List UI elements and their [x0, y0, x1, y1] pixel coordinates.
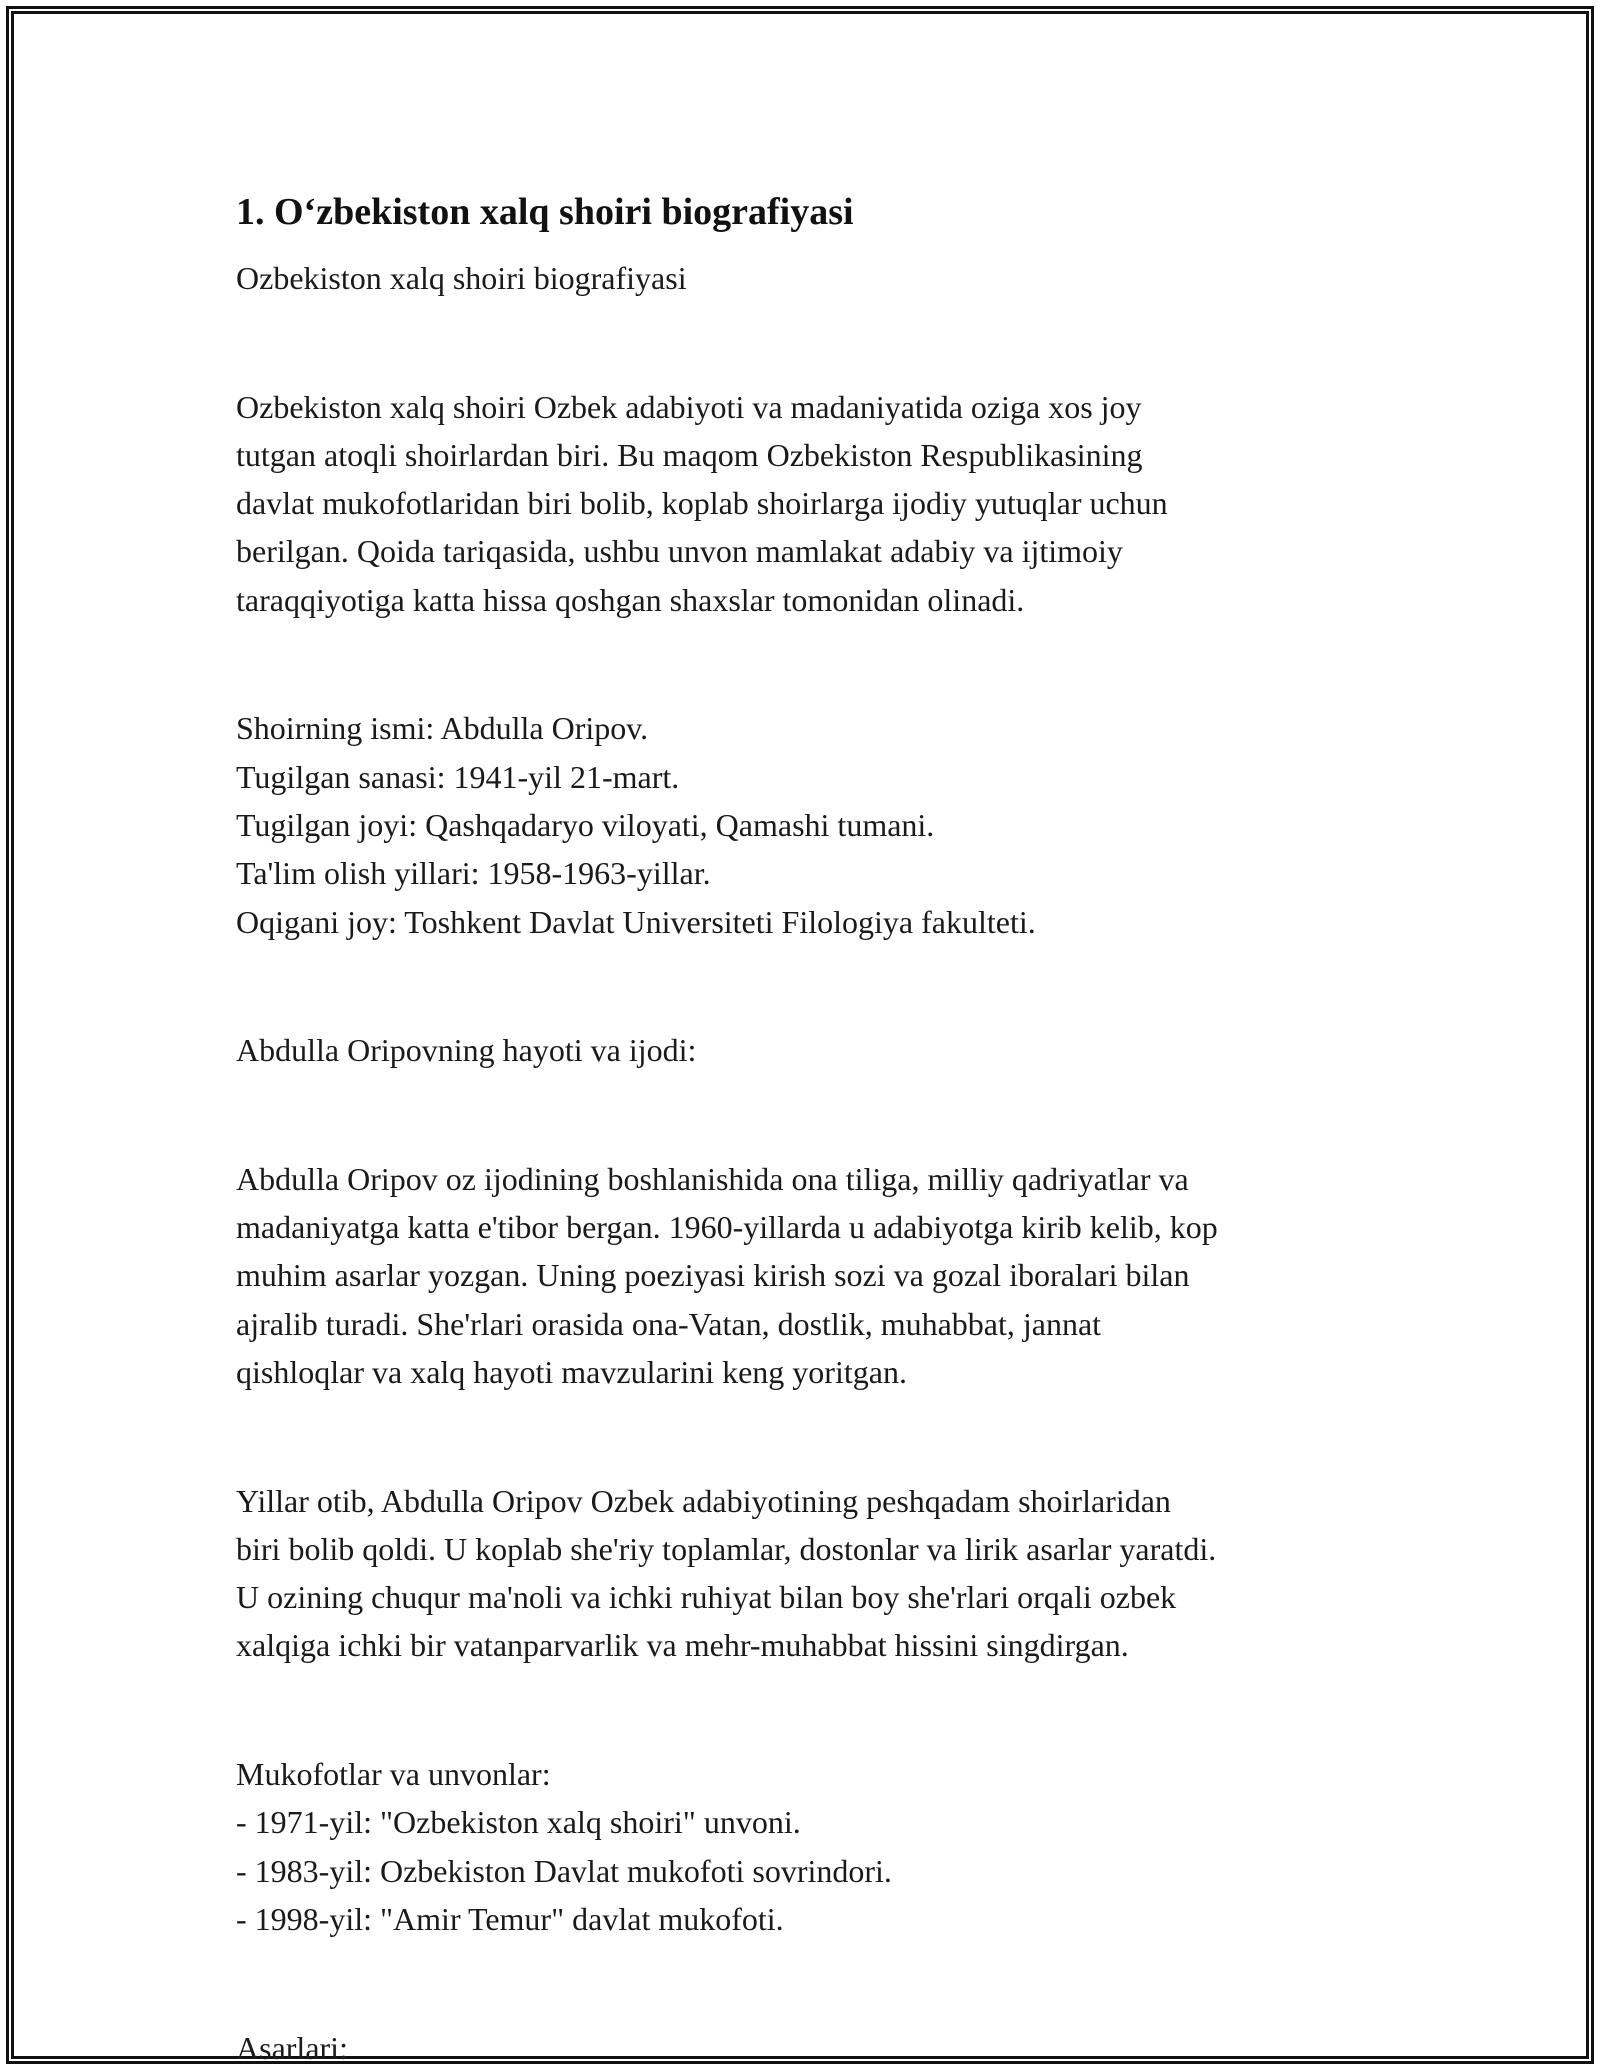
text-line: Yillar otib, Abdulla Oripov Ozbek adabiyotining peshqadam shoirlaridan: [236, 1482, 1171, 1519]
blank-line: [236, 640, 1386, 688]
text-line: Ozbekiston xalq shoiri biografiyasi: [236, 260, 687, 296]
section-heading: 1. O‘zbekiston xalq shoiri biografiyasi: [236, 191, 854, 233]
document-body: [236, 188, 1386, 2072]
text-line: Tugilgan sanasi: 1941-yil 21-mart.: [236, 758, 680, 795]
text-line: Ozbekiston xalq shoiri Ozbek adabiyoti va madaniyatida oziga xos joy: [236, 388, 1142, 425]
text-line: berilgan. Qoida tariqasida, ushbu unvon mamlakat adabiy va ijtimoiy: [236, 533, 1123, 570]
blank-line: [236, 1412, 1386, 1460]
text-line: - 1971-yil: "Ozbekiston xalq shoiri" unvoni.: [236, 1804, 801, 1841]
text-line: xalqiga ichki bir vatanparvarlik va mehr-muhabbat hissini singdirgan.: [236, 1627, 1129, 1664]
body-text: [236, 254, 1386, 2072]
text-line: tutgan atoqli shoirlardan biri. Bu maqom Ozbekiston Respublikasining: [236, 436, 1143, 473]
text-line: davlat mukofotlaridan biri bolib, koplab shoirlarga ijodiy yutuqlar uchun: [236, 485, 1168, 522]
blank-line: [236, 1686, 1386, 1734]
text-line: Asarlari:: [236, 2029, 348, 2066]
text-line: Oqigani joy: Toshkent Davlat Universiteti Filologiya fakulteti.: [236, 903, 1036, 940]
text-line: Shoirning ismi: Abdulla Oripov.: [236, 710, 649, 747]
text-line: Abdulla Oripovning hayoti va ijodi:: [236, 1032, 697, 1069]
blank-line: [236, 962, 1386, 1010]
text-line: - 1998-yil: "Amir Temur" davlat mukofoti.: [236, 1900, 784, 1937]
text-line: qishloqlar va xalq hayoti mavzularini keng yoritgan.: [236, 1353, 907, 1390]
text-line: U ozining chuqur ma'noli va ichki ruhiyat bilan boy she'rlari orqali ozbek: [236, 1579, 1177, 1616]
blank-line: [236, 1959, 1386, 2007]
text-line: Abdulla Oripov oz ijodining boshlanishida ona tiliga, milliy qadriyatlar va: [236, 1160, 1189, 1197]
text-line: biri bolib qoldi. U koplab she'riy toplamlar, dostonlar va lirik asarlar yaratdi.: [236, 1530, 1217, 1567]
text-line: - 1983-yil: Ozbekiston Davlat mukofoti sovrindori.: [236, 1852, 892, 1889]
text-line: muhim asarlar yozgan. Uning poeziyasi kirish sozi va gozal iboralari bilan: [236, 1257, 1190, 1294]
text-line: Ta'lim olish yillari: 1958-1963-yillar.: [236, 855, 711, 892]
blank-line: [236, 1090, 1386, 1138]
text-line: ajralib turadi. She'rlari orasida ona-Vatan, dostlik, muhabbat, jannat: [236, 1305, 1102, 1342]
text-line: Tugilgan joyi: Qashqadaryo viloyati, Qamashi tumani.: [236, 806, 935, 843]
text-line: madaniyatga katta e'tibor bergan. 1960-yillarda u adabiyotga kirib kelib, kop: [236, 1209, 1218, 1246]
text-line: Mukofotlar va unvonlar:: [236, 1756, 551, 1793]
blank-line: [236, 318, 1386, 366]
text-line: taraqqiyotiga katta hissa qoshgan shaxslar tomonidan olinadi.: [236, 581, 1025, 618]
